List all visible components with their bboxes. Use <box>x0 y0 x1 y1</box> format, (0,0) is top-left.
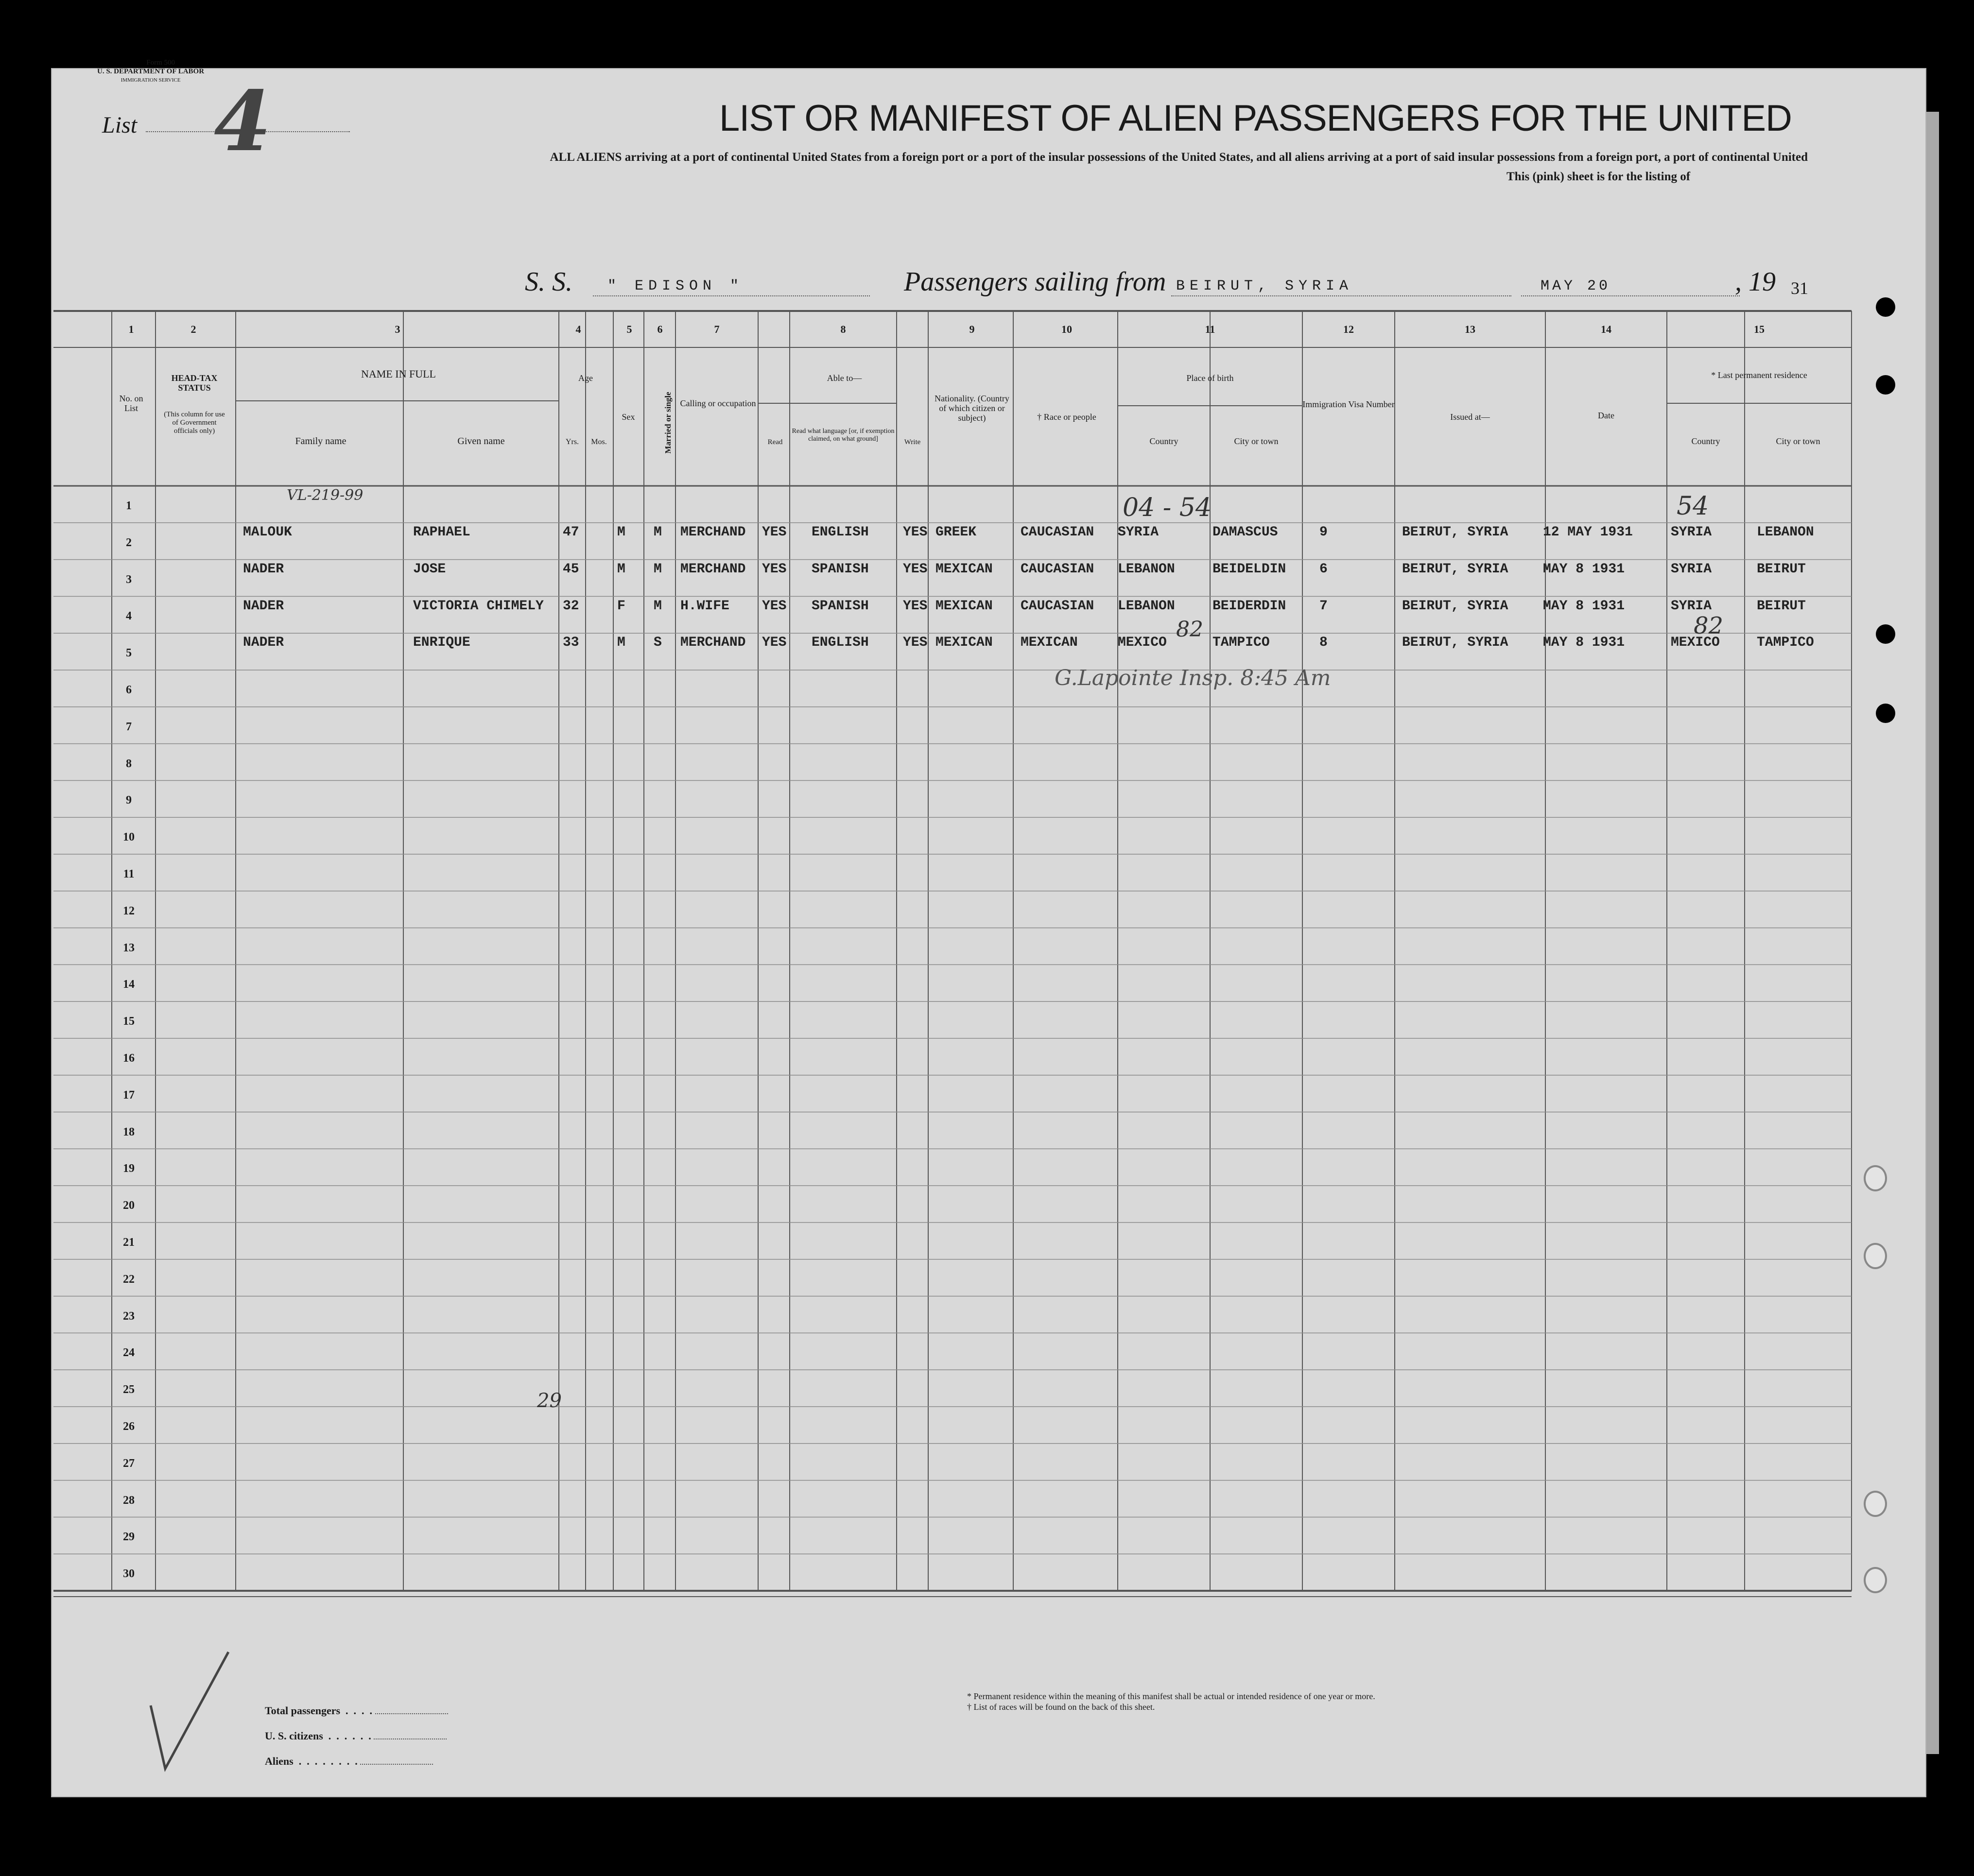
column-number-12: 12 <box>1343 323 1354 335</box>
row-number: 24 <box>123 1346 135 1360</box>
row-number: 19 <box>123 1162 135 1175</box>
row-number: 2 <box>126 536 132 549</box>
row-number: 27 <box>123 1457 135 1470</box>
passenger-birth-country: LEBANON <box>1118 561 1175 577</box>
passenger-nationality: MEXICAN <box>935 598 993 614</box>
row-number: 7 <box>126 720 132 733</box>
passenger-language: SPANISH <box>812 561 869 577</box>
passenger-res-city: BEIRUT <box>1757 561 1806 577</box>
passenger-res-country: MEXICO <box>1671 635 1720 651</box>
row-number: 13 <box>123 941 135 954</box>
year-suffix: 31 <box>1791 278 1808 298</box>
passenger-issued: BEIRUT, SYRIA <box>1402 635 1508 651</box>
row-number: 15 <box>123 1015 135 1028</box>
column-number-11: 11 <box>1205 323 1215 335</box>
row-number: 29 <box>123 1531 135 1544</box>
passenger-read: YES <box>762 598 787 614</box>
passenger-res-city: LEBANON <box>1757 525 1814 540</box>
passenger-write: YES <box>903 598 928 614</box>
passenger-language: ENGLISH <box>812 525 869 540</box>
column-number-4: 4 <box>575 323 581 335</box>
passenger-res-country: SYRIA <box>1671 525 1712 540</box>
row-number: 23 <box>123 1309 135 1323</box>
department: U. S. DEPARTMENT OF LABOR <box>97 68 205 75</box>
header-given-name: Given name <box>457 436 505 447</box>
passenger-read: YES <box>762 561 787 577</box>
list-label: List <box>102 112 138 138</box>
passenger-given: RAPHAEL <box>413 525 470 540</box>
column-number-2: 2 <box>190 323 196 335</box>
passenger-write: YES <box>903 635 928 651</box>
header-read: Read <box>767 438 783 446</box>
passenger-birth-city: TAMPICO <box>1212 635 1270 651</box>
row-number: 8 <box>126 757 132 770</box>
row-number: 26 <box>123 1420 135 1433</box>
form-number: Form 500 <box>146 59 175 67</box>
header-yrs: Yrs. <box>565 438 579 446</box>
subtitle-line2: This (pink) sheet is for the listing of <box>1506 170 1691 183</box>
header-mos: Mos. <box>591 438 607 446</box>
passenger-birth-country: MEXICO <box>1118 635 1167 651</box>
row-number: 6 <box>126 684 132 696</box>
us-citizens-label: U. S. citizens . . . . . . <box>265 1730 447 1742</box>
passenger-sex: F <box>617 598 625 614</box>
passenger-race: MEXICAN <box>1021 635 1078 651</box>
sailing-date: MAY 20 <box>1541 278 1611 294</box>
header-read-language: Read what language [or, if exemption claimed, on what ground] <box>792 428 895 443</box>
header-visa-number: Immigration Visa Number <box>1302 399 1395 409</box>
column-number-7: 7 <box>714 323 720 335</box>
footnote-races: † List of races will be found on the back of this sheet. <box>967 1702 1155 1712</box>
column-number-5: 5 <box>626 323 632 335</box>
annotation-pob-number-2: 82 <box>1176 617 1203 642</box>
passenger-write: YES <box>903 561 928 577</box>
row-number: 3 <box>126 573 132 586</box>
passenger-family: NADER <box>243 561 284 577</box>
passenger-sex: M <box>617 635 625 651</box>
row-number: 10 <box>123 831 135 844</box>
total-passengers-label: Total passengers . . . . <box>265 1704 448 1717</box>
header-head-tax-note: (This column for use of Government officials only) <box>164 411 225 435</box>
sailing-from: BEIRUT, SYRIA <box>1176 278 1353 294</box>
passenger-sex: M <box>617 525 625 540</box>
header-race: † Race or people <box>1037 412 1096 422</box>
aliens-label: Aliens . . . . . . . . <box>265 1755 433 1768</box>
row-number: 22 <box>123 1273 135 1286</box>
row-number: 17 <box>123 1088 135 1102</box>
passenger-date: MAY 8 1931 <box>1543 635 1625 651</box>
passenger-race: CAUCASIAN <box>1021 525 1094 540</box>
subtitle-line1: ALL ALIENS arriving at a port of continental United States from a foreign port or a port of the insular possessions of the United States, and all aliens arriving at a port of said insular possessions from a foreign port, a port of continental United <box>550 151 1808 164</box>
header-married: Married or single <box>663 392 673 454</box>
row-number: 25 <box>123 1383 135 1396</box>
passenger-married: M <box>654 561 662 577</box>
passenger-birth-city: BEIDELDIN <box>1212 561 1286 577</box>
header-nationality: Nationality. (Country of which citizen or subject) <box>935 394 1009 423</box>
passenger-date: MAY 8 1931 <box>1543 598 1625 614</box>
passenger-birth-city: DAMASCUS <box>1212 525 1278 540</box>
check-mark <box>136 1633 233 1773</box>
row-number: 16 <box>123 1052 135 1065</box>
passenger-issued: BEIRUT, SYRIA <box>1402 561 1508 577</box>
row-number: 5 <box>126 647 132 660</box>
passenger-given: VICTORIA CHIMELY <box>413 598 544 614</box>
column-number-8: 8 <box>840 323 846 335</box>
passenger-language: ENGLISH <box>812 635 869 651</box>
header-date: Date <box>1598 411 1614 420</box>
header-write: Write <box>904 438 921 446</box>
passenger-given: ENRIQUE <box>413 635 470 651</box>
passenger-date: 12 MAY 1931 <box>1543 525 1633 540</box>
header-no-on-list: No. on List <box>119 394 143 413</box>
header-age: Age <box>578 373 593 383</box>
passenger-visa: 7 <box>1319 598 1328 614</box>
passenger-yrs: 47 <box>563 525 579 540</box>
passenger-visa: 6 <box>1319 561 1328 577</box>
row-number: 28 <box>123 1494 135 1507</box>
passenger-sex: M <box>617 561 625 577</box>
passenger-date: MAY 8 1931 <box>1543 561 1625 577</box>
annotation-pob-number: 04 - 54 <box>1123 493 1212 522</box>
header-res-country: Country <box>1691 436 1720 446</box>
passenger-res-city: BEIRUT <box>1757 598 1806 614</box>
annotation-file-number: VL-219-99 <box>287 487 364 504</box>
annotation-res-number-2: 82 <box>1694 612 1724 639</box>
row-number: 1 <box>126 499 132 512</box>
passenger-read: YES <box>762 635 787 651</box>
passenger-language: SPANISH <box>812 598 869 614</box>
column-number-10: 10 <box>1061 323 1072 335</box>
header-res-city: City or town <box>1776 436 1820 446</box>
passenger-res-country: SYRIA <box>1671 598 1712 614</box>
header-sex: Sex <box>622 412 635 422</box>
passenger-nationality: GREEK <box>935 525 977 540</box>
passenger-family: NADER <box>243 598 284 614</box>
row-number: 21 <box>123 1236 135 1249</box>
column-number-13: 13 <box>1465 323 1475 335</box>
row-number: 11 <box>123 868 135 880</box>
column-number-14: 14 <box>1601 323 1611 335</box>
column-number-6: 6 <box>657 323 663 335</box>
passenger-nationality: MEXICAN <box>935 635 993 651</box>
passenger-birth-country: LEBANON <box>1118 598 1175 614</box>
passenger-issued: BEIRUT, SYRIA <box>1402 598 1508 614</box>
passenger-res-country: SYRIA <box>1671 561 1712 577</box>
row-number: 30 <box>123 1567 135 1581</box>
passenger-write: YES <box>903 525 928 540</box>
annotation-res-number: 54 <box>1677 492 1709 521</box>
header-name-in-full: NAME IN FULL <box>361 368 436 380</box>
footnotes <box>967 1691 1375 1712</box>
page-title: LIST OR MANIFEST OF ALIEN PASSENGERS FOR THE UNITED <box>719 98 1792 139</box>
header-place-of-birth: Place of birth <box>1186 373 1234 383</box>
column-number-1: 1 <box>128 323 134 335</box>
passenger-family: NADER <box>243 635 284 651</box>
passenger-res-city: TAMPICO <box>1757 635 1814 651</box>
passenger-yrs: 32 <box>563 598 579 614</box>
passenger-visa: 8 <box>1319 635 1328 651</box>
footnote-residence: * Permanent residence within the meaning of this manifest shall be actual or intended residence of one year or more. <box>967 1691 1375 1701</box>
row-number: 12 <box>123 904 135 917</box>
passenger-occupation: MERCHAND <box>680 635 746 651</box>
passenger-family: MALOUK <box>243 525 292 540</box>
header-issued-at: Issued at— <box>1450 412 1490 422</box>
passenger-race: CAUCASIAN <box>1021 561 1094 577</box>
passenger-issued: BEIRUT, SYRIA <box>1402 525 1508 540</box>
header-family-name: Family name <box>295 436 346 447</box>
header-last-residence: * Last permanent residence <box>1711 370 1807 380</box>
sailing-label: Passengers sailing from <box>904 267 1166 297</box>
passenger-yrs: 45 <box>563 561 579 577</box>
list-number: 4 <box>214 73 272 170</box>
service: IMMIGRATION SERVICE <box>121 77 181 83</box>
row-number: 14 <box>123 978 135 991</box>
passenger-given: JOSE <box>413 561 446 577</box>
ship-prefix: S. S. <box>525 267 572 297</box>
row-number: 18 <box>123 1125 135 1138</box>
year-prefix: , 19 <box>1735 267 1776 297</box>
passenger-married: M <box>654 525 662 540</box>
row-number: 9 <box>126 794 132 807</box>
inspection-note: G.Lapointe Insp. 8:45 Am <box>1055 666 1331 690</box>
passenger-occupation: MERCHAND <box>680 525 746 540</box>
header-birth-country: Country <box>1149 436 1178 446</box>
passenger-nationality: MEXICAN <box>935 561 993 577</box>
row-number: 20 <box>123 1199 135 1212</box>
row-number: 4 <box>126 610 132 623</box>
passenger-read: YES <box>762 525 787 540</box>
header-calling: Calling or occupation <box>680 398 756 408</box>
passenger-yrs: 33 <box>563 635 579 651</box>
header-birth-city: City or town <box>1234 436 1279 446</box>
row25-mark: 29 <box>537 1390 562 1412</box>
passenger-married: S <box>654 635 662 651</box>
passenger-race: CAUCASIAN <box>1021 598 1094 614</box>
passenger-birth-country: SYRIA <box>1118 525 1159 540</box>
column-number-9: 9 <box>969 323 975 335</box>
passenger-occupation: H.WIFE <box>680 598 729 614</box>
passenger-birth-city: BEIDERDIN <box>1212 598 1286 614</box>
header-able-to: Able to— <box>827 373 862 383</box>
column-number-15: 15 <box>1754 323 1765 335</box>
ship-name: " EDISON " <box>607 278 744 294</box>
column-number-3: 3 <box>395 323 400 335</box>
passenger-married: M <box>654 598 662 614</box>
passenger-occupation: MERCHAND <box>680 561 746 577</box>
passenger-visa: 9 <box>1319 525 1328 540</box>
header-head-tax: HEAD-TAX STATUS <box>171 373 218 393</box>
